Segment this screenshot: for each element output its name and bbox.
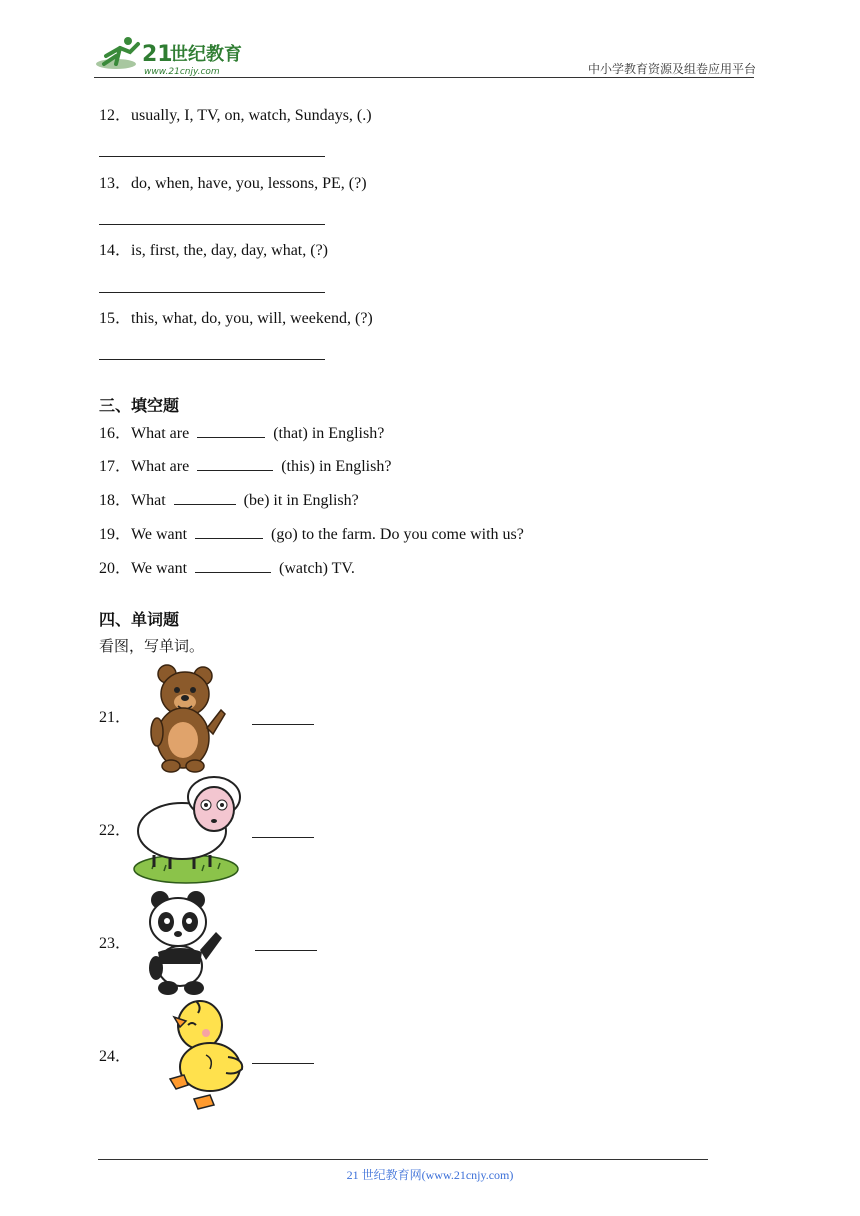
question-13: 13．do, when, have, you, lessons, PE, (?) bbox=[99, 175, 367, 192]
fill-blank-19[interactable] bbox=[195, 523, 263, 539]
question-24-number: 24． bbox=[99, 1048, 132, 1065]
answer-line-21[interactable] bbox=[252, 724, 314, 725]
answer-line-14[interactable] bbox=[99, 292, 325, 293]
question-20: 20．We want (watch) TV. bbox=[99, 557, 355, 579]
svg-text:21: 21 bbox=[142, 42, 173, 67]
question-23-number: 23． bbox=[99, 935, 132, 952]
sheep-icon bbox=[132, 773, 244, 885]
fill-blank-16[interactable] bbox=[197, 422, 265, 438]
answer-line-23[interactable] bbox=[255, 950, 317, 951]
answer-line-13[interactable] bbox=[99, 224, 325, 225]
header-divider bbox=[94, 77, 754, 78]
question-18: 18．What (be) it in English? bbox=[99, 489, 359, 511]
answer-line-12[interactable] bbox=[99, 156, 325, 157]
section-word-instruction: 看图，写单词。 bbox=[99, 637, 205, 655]
site-logo bbox=[94, 34, 264, 78]
svg-text:www.21cnjy.com: www.21cnjy.com bbox=[144, 67, 220, 77]
footer-text: 21 世纪教育网(www.21cnjy.com) bbox=[346, 1168, 514, 1182]
question-19: 19．We want (go) to the farm. Do you come with us? bbox=[99, 523, 524, 545]
panda-icon bbox=[140, 888, 230, 998]
runner-logo-icon bbox=[94, 34, 264, 78]
question-22-number: 22． bbox=[99, 822, 132, 839]
question-16: 16．What are (that) in English? bbox=[99, 422, 384, 444]
site-tagline: 中小学教育资源及组卷应用平台 bbox=[587, 62, 756, 76]
question-14: 14．is, first, the, day, day, what, (?) bbox=[99, 242, 328, 259]
question-15: 15．this, what, do, you, will, weekend, (?) bbox=[99, 310, 373, 327]
section-word-title: 四、单词题 bbox=[99, 610, 180, 629]
answer-line-22[interactable] bbox=[252, 837, 314, 838]
answer-line-24[interactable] bbox=[252, 1063, 314, 1064]
answer-line-15[interactable] bbox=[99, 359, 325, 360]
question-17: 17．What are (this) in English? bbox=[99, 455, 391, 477]
fill-blank-17[interactable] bbox=[197, 455, 273, 471]
question-21-number: 21． bbox=[99, 709, 132, 726]
fill-blank-20[interactable] bbox=[195, 557, 271, 573]
duck-icon bbox=[166, 999, 248, 1111]
section-fill-blank-title: 三、填空题 bbox=[99, 396, 180, 415]
svg-text:世纪教育: 世纪教育 bbox=[170, 44, 242, 65]
bear-icon bbox=[145, 662, 233, 774]
footer-divider bbox=[98, 1159, 708, 1160]
fill-blank-18[interactable] bbox=[174, 489, 236, 505]
question-12: 12．usually, I, TV, on, watch, Sundays, (.) bbox=[99, 107, 372, 124]
